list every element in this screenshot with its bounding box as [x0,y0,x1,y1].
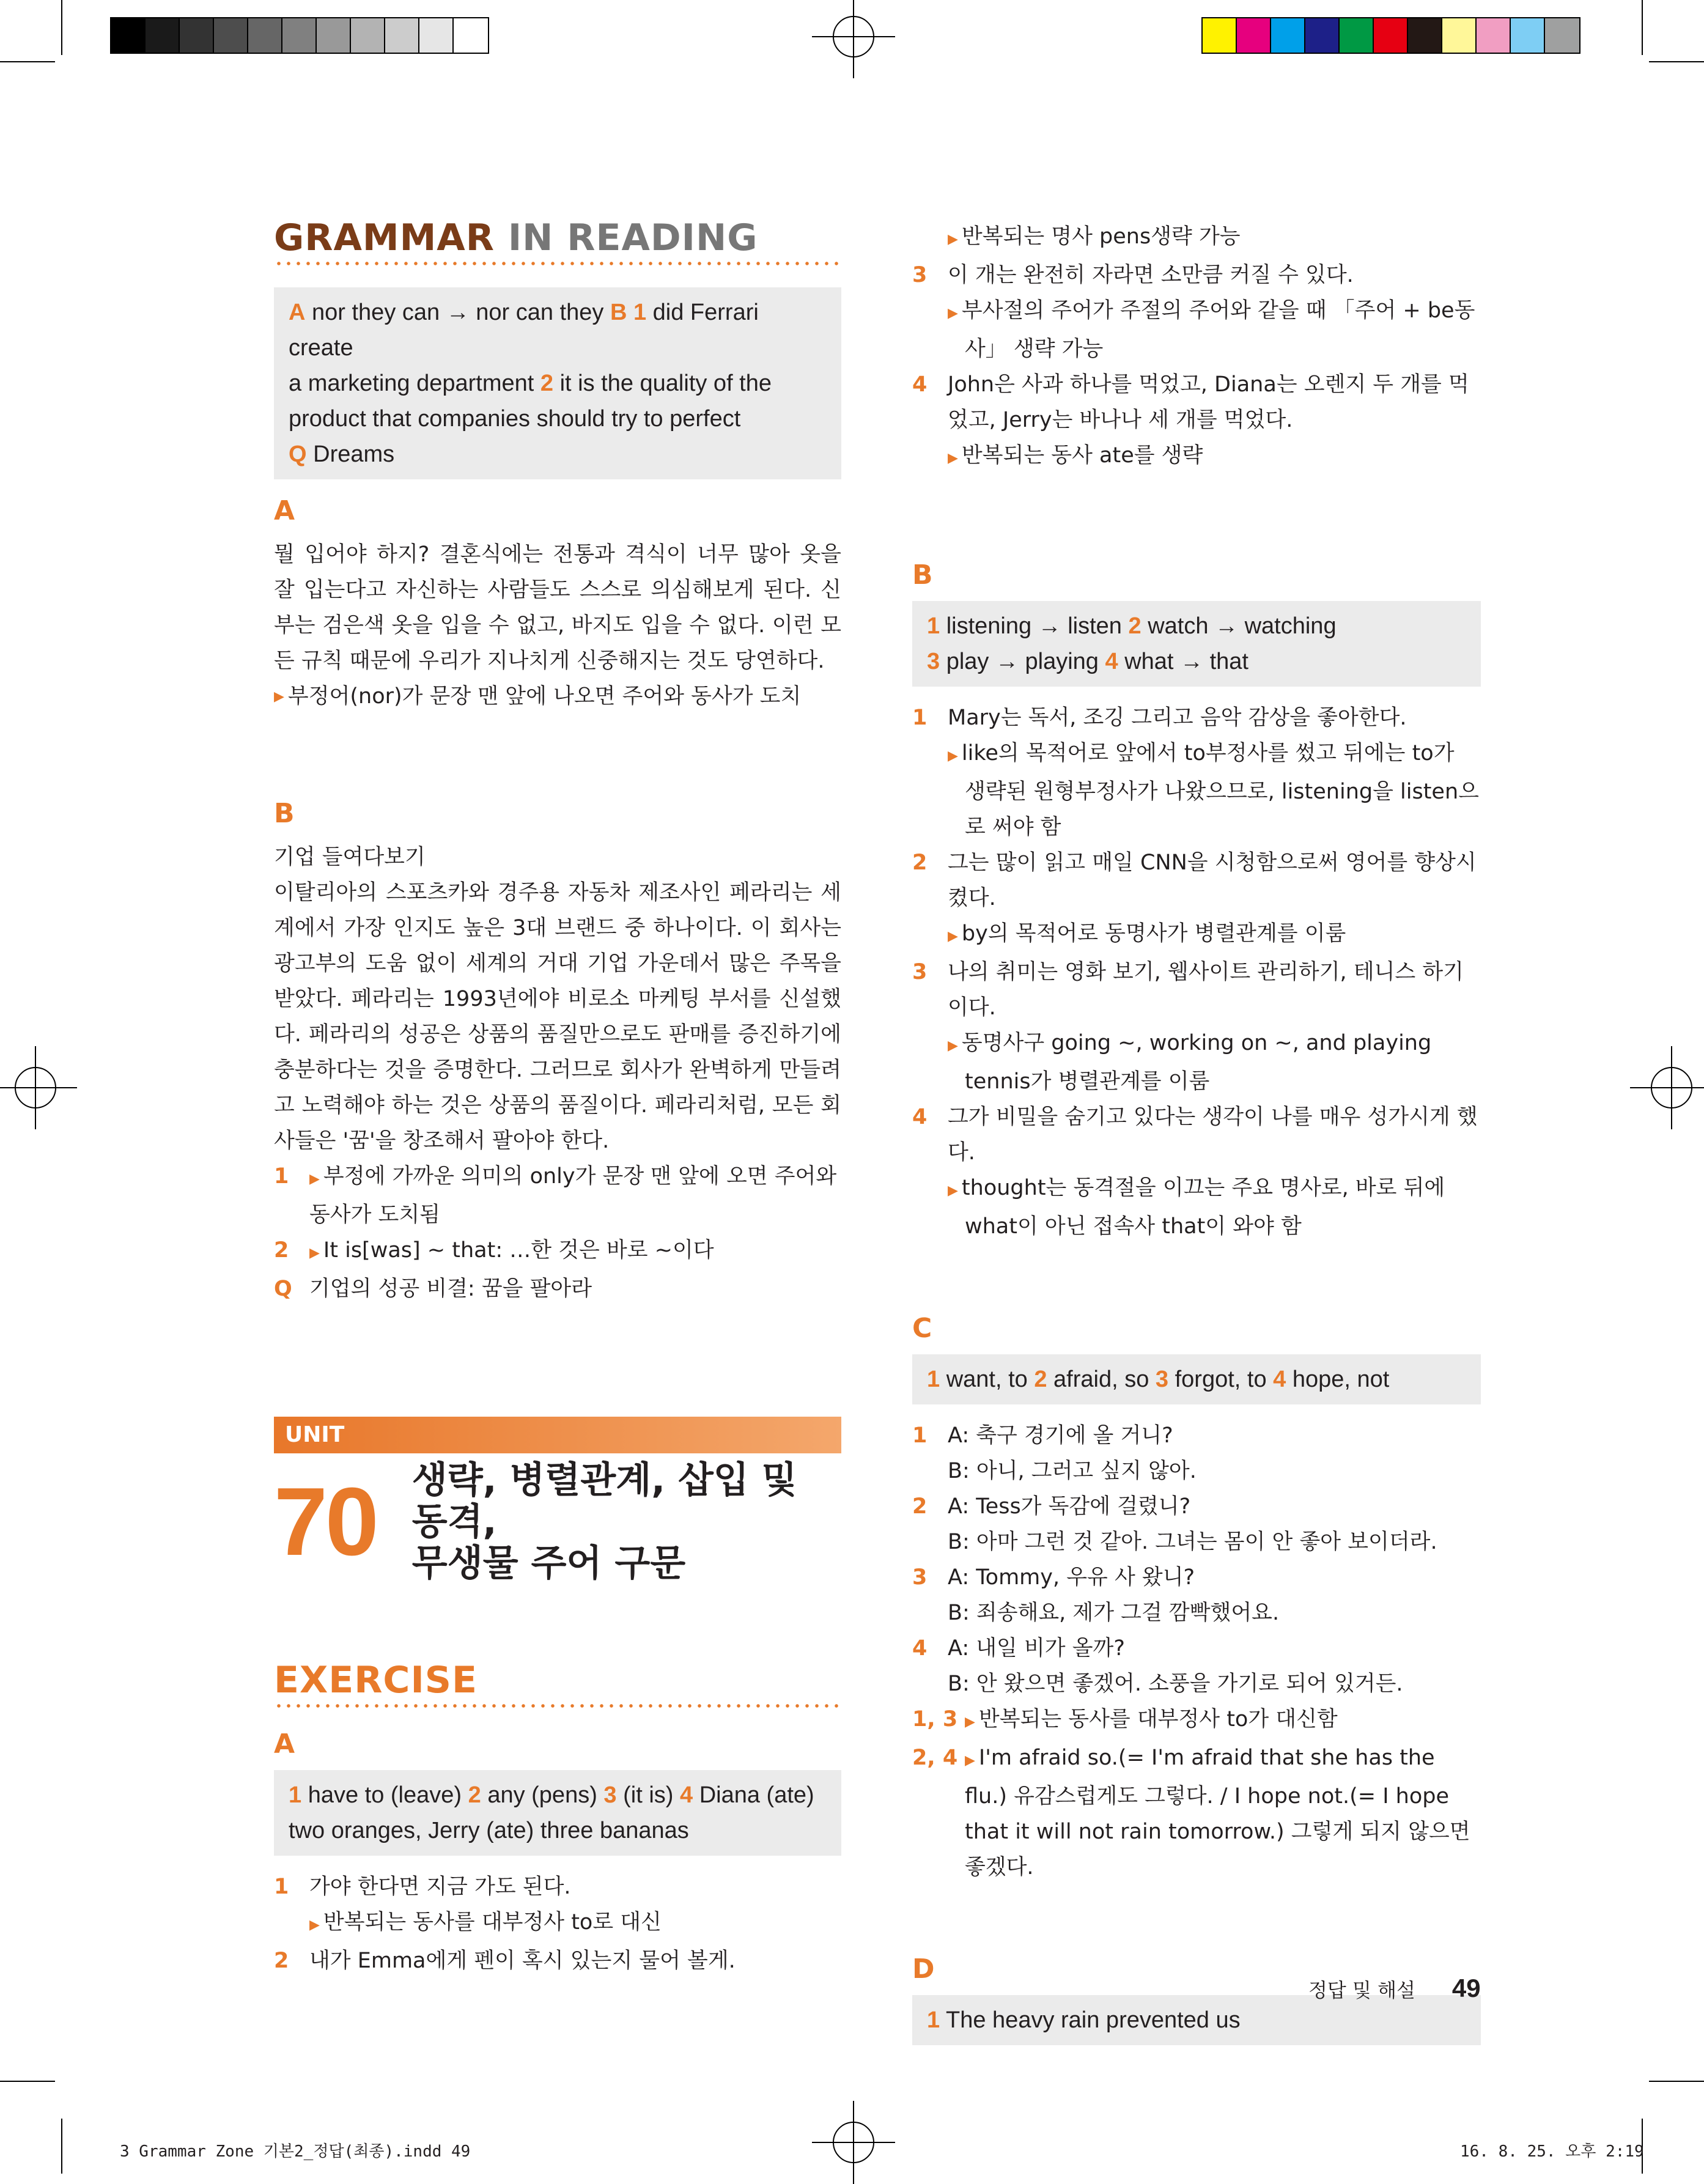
color-swatch [1408,18,1442,53]
list-item: 4 그가 비밀을 숨기고 있다는 생각이 나를 매우 성가시게 했다. [912,1105,1478,1165]
unit-number: 70 [274,1468,377,1576]
unit-label-bar: UNIT [274,1417,841,1453]
triangle-bullet-icon: ▶ [948,929,958,944]
list-item: 2 A: Tess가 독감에 걸렸니? B: 아마 그런 것 같아. 그녀는 몸이 안 좋아 보이더라. [912,1494,1437,1554]
triangle-bullet-icon: ▶ [948,306,958,321]
item-note: ▶ 반복되는 명사 pens생략 가능 [948,224,1241,249]
grammar-in-reading-title [274,216,841,259]
unit-heading [274,1459,841,1584]
item-note: ▶ 반복되는 동사를 대부정사 to로 대신 [309,1910,662,1935]
color-swatch [248,18,282,53]
dotted-divider [274,1704,841,1708]
color-swatch [1271,18,1305,53]
list-item: 2, 4 ▶ I'm afraid so.(= I'm afraid that she has the flu.) 유감스럽게도 그렇다. / I hope not.(= I hope that it will not rain tomorrow.) 그렇게 되지 않으면 좋겠다. [912,1746,1470,1880]
color-swatch [419,18,454,53]
exercise-b-label: B [912,559,933,591]
registration-mark-left [15,1067,56,1109]
item-note: ▶ thought는 동격절을 이끄는 주요 명사로, 바로 뒤에 what이 아닌 접속사 that이 와야 함 [948,1176,1445,1239]
item-note: ▶ by의 목적어로 동명사가 병렬관계를 이룸 [948,921,1346,946]
registration-mark-right [1651,1067,1692,1109]
item-note: ▶ 동명사구 going ~, working on ~, and playing tennis가 병렬관계를 이룸 [948,1031,1432,1094]
color-swatch [1237,18,1271,53]
page-number: 49 [1451,1974,1481,2002]
exercise-a-items [274,1869,841,1979]
triangle-bullet-icon: ▶ [948,1183,958,1198]
item-note: ▶ 부사절의 주어가 주절의 주어와 같을 때 「주어 + be동사」 생략 가능 [948,298,1475,361]
triangle-bullet-icon: ▶ [309,1245,320,1261]
list-item: 3 이 개는 완전히 자라면 소만큼 커질 수 있다. [912,263,1354,287]
list-item: 1 ▶ 부정에 가까운 의미의 only가 문장 맨 앞에 오면 주어와 동사가 도치됨 [274,1164,837,1227]
section-b-heading: 기업 들여다보기 [274,845,426,869]
color-swatch [214,18,248,53]
process-color-bar [1201,17,1580,54]
exercise-d-label: D [912,1953,935,1985]
color-swatch [1545,18,1579,53]
color-swatch [1442,18,1477,53]
color-swatch [180,18,214,53]
list-item: 2 내가 Emma에게 펜이 혹시 있는지 물어 볼게. [274,1949,736,1973]
title-word-in-reading: IN READING [507,216,758,259]
list-item: 4 John은 사과 하나를 먹었고, Diana는 오렌지 두 개를 먹었고, Jerry는 바나나 세 개를 먹었다. [912,372,1469,432]
answer-box-exercise-d: 1 The heavy rain prevented us [912,1995,1481,2045]
answer-box-exercise-b: 1 listening → listen 2 watch → watching 3 play → playing 4 what → that [912,601,1481,687]
list-item: 1 가야 한다면 지금 가도 된다. [274,1875,571,1899]
list-item: 1 Mary는 독서, 조깅 그리고 음악 감상을 좋아한다. [912,706,1407,730]
color-swatch [1305,18,1340,53]
triangle-bullet-icon: ▶ [948,1038,958,1053]
answer-box-exercise-c: 1 want, to 2 afraid, so 3 forgot, to 4 hope, not [912,1354,1481,1404]
exercise-c-items [912,1418,1481,1885]
section-b-translation: 이탈리아의 스포츠카와 경주용 자동차 제조사인 페라리는 세계에서 가장 인지도 높은 3대 브랜드 중 하나이다. 이 회사는 광고부의 도움 없이 세계의 거대 기업 가운데서 많은 주목을 받았다. 페라리는 1993년에야 비로소 마케팅 부서를 신설했다. 페라리의 성공은 상품의 품질만으로도 판매를 증진하기에 충분하다는 것을 증명한다. 그러므로 회사가 완벽하게 만들려고 노력해야 하는 것은 상품의 품질이다. 페라리처럼, 모든 회사들은 '꿈'을 창조해서 팔아야 한다. [274,880,841,1153]
page-footer [1308,1974,1481,2003]
section-a-label: A [274,495,295,526]
triangle-bullet-icon: ▶ [274,689,284,704]
color-swatch [1203,18,1237,53]
section-a-translation: 뭘 입어야 하지? 결혼식에는 전통과 격식이 너무 많아 옷을 잘 입는다고 자신하는 사람들도 스스로 의심해보게 된다. 신부는 검은색 옷을 입을 수 없고, 바지도 입을 수 없다. 이런 모든 규칙 때문에 우리가 지나치게 신중해지는 것도 당연하다. [274,542,841,673]
right-column [912,219,1481,2059]
list-item: Q 기업의 성공 비결: 꿈을 팔아라 [274,1277,592,1301]
section-a-note: ▶ 부정어(nor)가 문장 맨 앞에 나오면 주어와 동사가 도치 [274,684,802,709]
color-swatch [146,18,180,53]
item-note: ▶ 반복되는 동사 ate를 생략 [948,443,1203,468]
color-swatch [1374,18,1408,53]
triangle-bullet-icon: ▶ [309,1917,320,1933]
slug-file-name: 3 Grammar Zone 기본2_정답(최종).indd 49 [120,2142,471,2161]
footer-label: 정답 및 해설 [1308,1979,1415,2002]
triangle-bullet-icon: ▶ [948,451,958,466]
color-swatch [1511,18,1545,53]
registration-mark-top [833,16,874,57]
color-swatch [111,18,146,53]
triangle-bullet-icon: ▶ [948,748,958,764]
exercise-b-items [912,700,1481,1244]
color-swatch [282,18,317,53]
triangle-bullet-icon: ▶ [965,1753,975,1768]
color-swatch [317,18,351,53]
triangle-bullet-icon: ▶ [965,1714,975,1730]
color-swatch [1477,18,1511,53]
dotted-divider [274,262,841,265]
gray-color-bar [110,17,489,54]
list-item: 4 A: 내일 비가 올까? B: 안 왔으면 좋겠어. 소풍을 가기로 되어 있거든. [912,1636,1403,1696]
list-item: 1 A: 축구 경기에 올 거니? B: 아니, 그러고 싶지 않아. [912,1423,1197,1483]
exercise-title: EXERCISE [274,1659,478,1702]
item-note: ▶ like의 목적어로 앞에서 to부정사를 썼고 뒤에는 to가 생략된 원형부정사가 나왔으므로, listening을 listen으로 써야 함 [948,741,1479,839]
left-column [274,216,841,1979]
exercise-c-label: C [912,1313,932,1344]
color-swatch [385,18,419,53]
color-swatch [454,18,488,53]
list-item: 3 나의 취미는 영화 보기, 웹사이트 관리하기, 테니스 하기이다. [912,960,1464,1020]
list-item: 1, 3 ▶ 반복되는 동사를 대부정사 to가 대신함 [912,1707,1338,1732]
triangle-bullet-icon: ▶ [309,1171,320,1187]
unit-title: 생략, 병렬관계, 삽입 및 동격, 무생물 주어 구문 [411,1459,797,1585]
slug-date: 16. 8. 25. 오후 2:19 [1460,2142,1644,2161]
answer-box-exercise-a: 1 have to (leave) 2 any (pens) 3 (it is) 4 Diana (ate) two oranges, Jerry (ate) three bananas [274,1770,841,1856]
list-item: 2 ▶ It is[was] ~ that: …한 것은 바로 ~이다 [274,1238,714,1263]
color-swatch [351,18,385,53]
list-item: 2 그는 많이 읽고 매일 CNN을 시청함으로써 영어를 향상시켰다. [912,850,1477,910]
section-b-items [274,1159,841,1307]
list-item: 3 A: Tommy, 우유 사 왔니? B: 죄송해요, 제가 그걸 깜빡했어요. [912,1565,1280,1625]
color-swatch [1340,18,1374,53]
triangle-bullet-icon: ▶ [948,232,958,247]
title-word-grammar: GRAMMAR [274,216,495,259]
answer-box-gir: A nor they can → nor can they B 1 did Ferrari create a marketing department 2 it is the quality of the product that companies should try to perfect Q Dreams [274,287,841,479]
exercise-a-label: A [274,1728,295,1760]
registration-mark-bottom [833,2122,874,2163]
section-b-label: B [274,798,295,829]
